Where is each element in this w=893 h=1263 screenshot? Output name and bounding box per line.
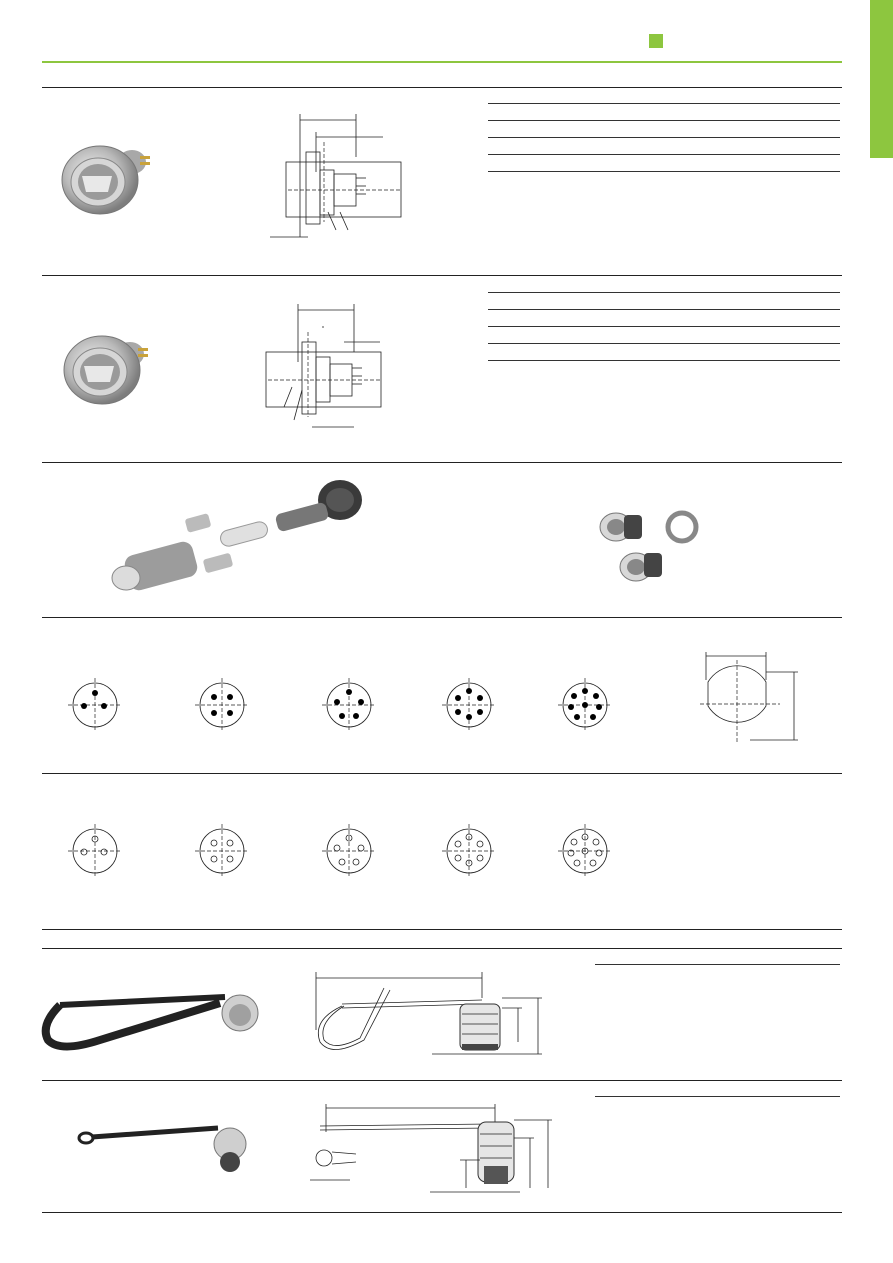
cap-loop-strap-drawing [312, 970, 552, 1060]
pin-layout-5-female [324, 826, 374, 876]
receptacle-hex-drawing [262, 302, 402, 432]
header-rule [42, 61, 842, 63]
section-divider [42, 87, 842, 88]
section-divider [42, 462, 842, 463]
panel-cutout-drawing [700, 650, 800, 745]
chapter-marker-icon [649, 34, 663, 48]
pin-layout-4-female [197, 826, 247, 876]
receptacle-parts-photo [598, 505, 703, 585]
pin-layout-4-male [197, 680, 247, 730]
cap-eyelet-strap-drawing [300, 1102, 560, 1197]
receptacle-hex-photo [58, 332, 168, 412]
section-divider [42, 1212, 842, 1213]
cap-loop-strap-photo [40, 985, 270, 1055]
receptacle-photo [50, 140, 160, 220]
pin-layout-6-male [444, 680, 494, 730]
spec-line-cap-2 [595, 1096, 840, 1097]
section-divider [42, 773, 842, 774]
section-divider [42, 617, 842, 618]
pin-layout-5-male [324, 680, 374, 730]
pin-layout-3-female [70, 826, 120, 876]
cap-eyelet-strap-photo [78, 1120, 248, 1180]
section-divider [42, 275, 842, 276]
pin-layout-8-female [560, 826, 610, 876]
pin-layout-6-female [444, 826, 494, 876]
section-divider [42, 948, 842, 949]
section-divider [42, 1080, 842, 1081]
spec-line-cap-1 [595, 964, 840, 965]
receptacle-drawing [268, 112, 408, 242]
chapter-side-tab [870, 0, 893, 158]
section-divider [42, 929, 842, 930]
plug-exploded-photo [108, 478, 378, 598]
pin-layout-8-male [560, 680, 610, 730]
pin-layout-3-male [70, 680, 120, 730]
